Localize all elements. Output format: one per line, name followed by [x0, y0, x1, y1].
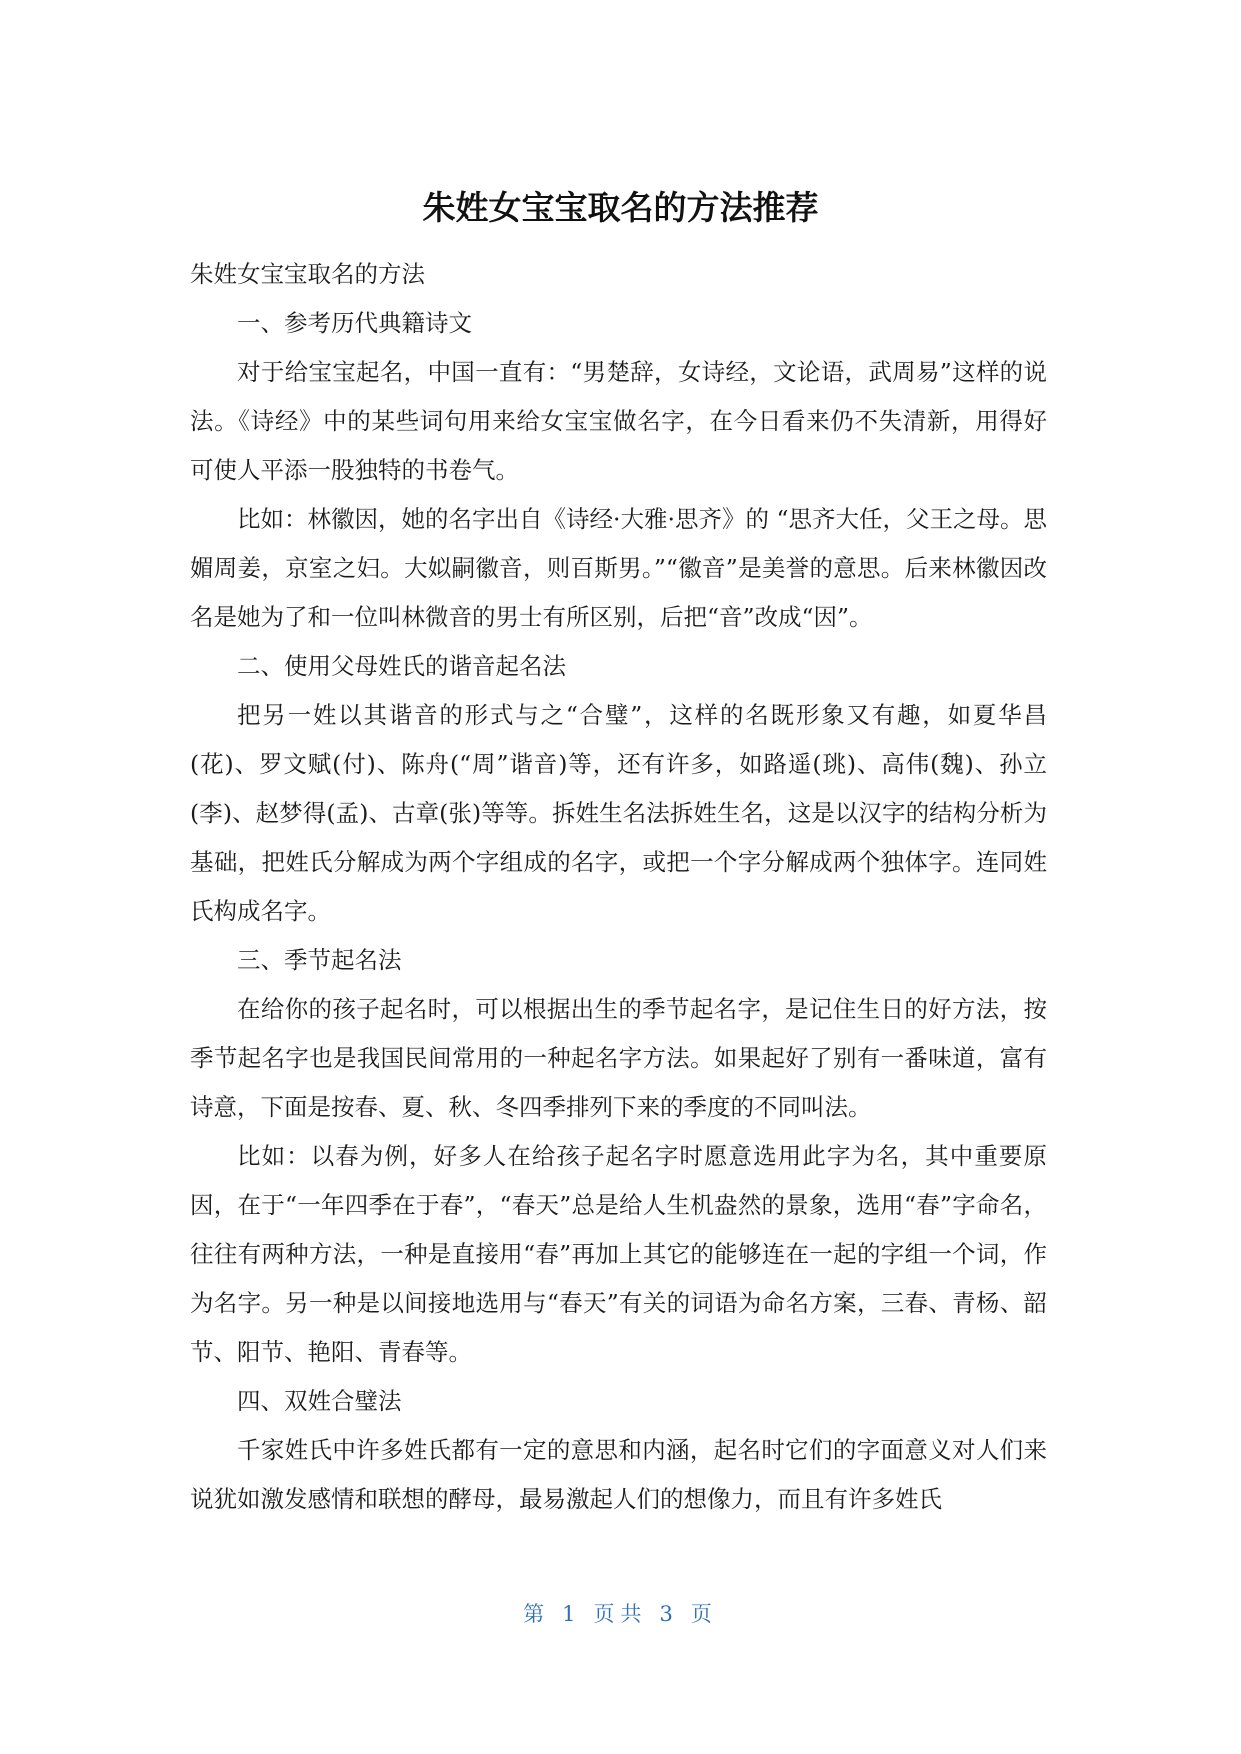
footer-label-end: 页	[690, 1602, 718, 1626]
paragraph: 比如：以春为例，好多人在给孩子起名字时愿意选用此字为名，其中重要原因，在于“一年四季在于春”，“春天”总是给人生机盎然的景象，选用“春”字命名，往往有两种方法，一种是直接用“春”再加上其它的能够连在一起的字组一个词，作为名字。另一种是以间接地选用与“春天”有关的词语为命名方案，三春、青杨、韶节、阳节、艳阳、青春等。	[190, 1142, 1047, 1366]
section-heading-1: 一、参考历代典籍诗文	[237, 309, 472, 337]
section-heading-2: 二、使用父母姓氏的谐音起名法	[237, 652, 566, 680]
document-title: 朱姓女宝宝取名的方法推荐	[422, 188, 819, 227]
page-footer	[0, 1599, 1241, 1629]
footer-current-page: 1	[562, 1602, 582, 1626]
paragraph: 在给你的孩子起名时，可以根据出生的季节起名字，是记住生日的好方法，按季节起名字也是我国民间常用的一种起名字方法。如果起好了别有一番味道，富有诗意，下面是按春、夏、秋、冬四季排列下来的季度的不同叫法。	[190, 995, 1047, 1121]
section-heading-3: 三、季节起名法	[237, 946, 402, 974]
footer-label-page: 第	[523, 1602, 551, 1626]
paragraph: 把另一姓以其谐音的形式与之“合璧”，这样的名既形象又有趣，如夏华昌(花)、罗文赋(付)、陈舟(“周”谐音)等，还有许多，如路遥(珧)、高伟(魏)、孙立(李)、赵梦得(孟)、古章(张)等等。拆姓生名法拆姓生名，这是以汉字的结构分析为基础，把姓氏分解成为两个字组成的名字，或把一个字分解成两个独体字。连同姓氏构成名字。	[190, 701, 1047, 925]
section-heading-4: 四、双姓合璧法	[237, 1387, 402, 1415]
footer-label-of: 页共	[593, 1602, 648, 1626]
paragraph: 对于给宝宝起名，中国一直有：“男楚辞，女诗经，文论语，武周易”这样的说法。《诗经》中的某些词句用来给女宝宝做名字，在今日看来仍不失清新，用得好可使人平添一股独特的书卷气。	[190, 358, 1047, 484]
footer-total-pages: 3	[659, 1602, 679, 1626]
paragraph: 比如：林徽因，她的名字出自《诗经·大雅·思齐》的 “思齐大任，父王之母。思媚周姜，京室之妇。大姒嗣徽音，则百斯男。”“徽音”是美誉的意思。后来林徽因改名是她为了和一位叫林微音的男士有所区别，后把“音”改成“因”。	[190, 505, 1047, 631]
document-body	[190, 250, 1047, 1524]
paragraph: 千家姓氏中许多姓氏都有一定的意思和内涵，起名时它们的字面意义对人们来说犹如激发感情和联想的酵母，最易激起人们的想像力，而且有许多姓氏	[190, 1436, 1047, 1513]
paragraph-heading: 朱姓女宝宝取名的方法	[190, 260, 425, 288]
